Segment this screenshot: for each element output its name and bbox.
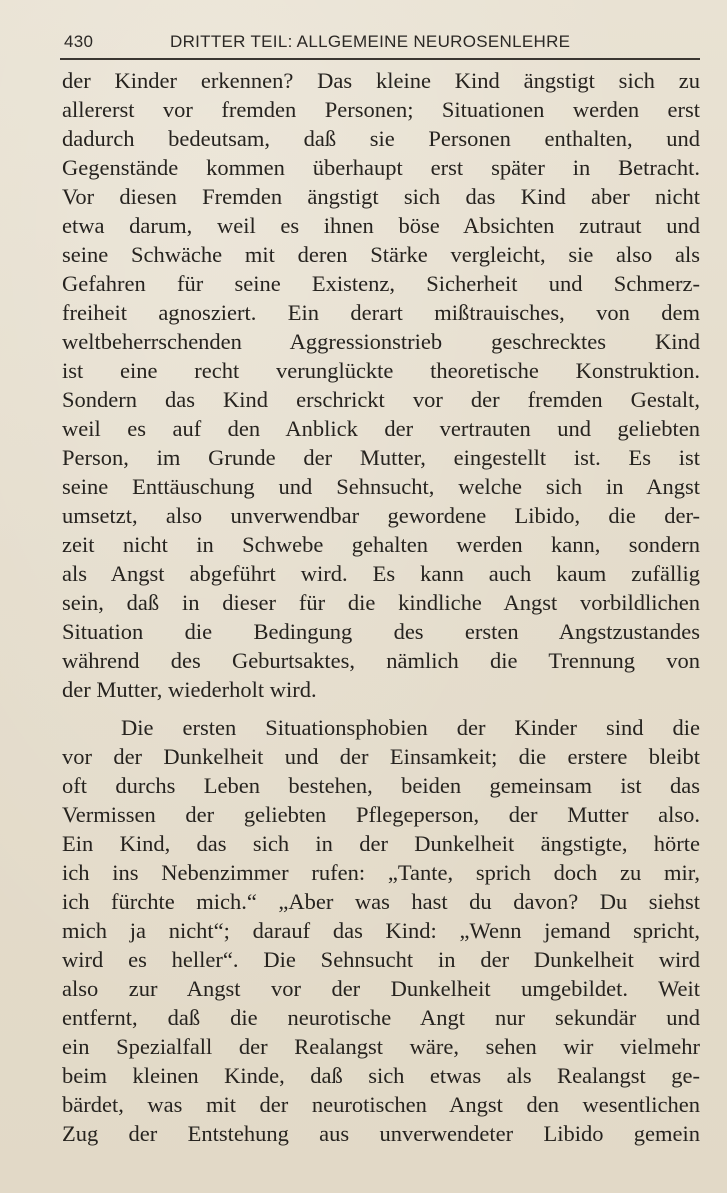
paragraph-first-line: Die ersten Situationsphobien der Kinder sind die	[121, 715, 700, 740]
text-line: ein Spezialfall der Realangst wäre, sehen wir vielmehr	[62, 1034, 700, 1059]
text-line: bärdet, was mit der neurotischen Angst den wesentlichen	[62, 1092, 700, 1117]
text-line: Gefahren für seine Existenz, Sicherheit und Schmerz-	[62, 271, 700, 296]
text-line: als Angst abgeführt wird. Es kann auch kaum zufällig	[62, 561, 700, 586]
text-line: ich fürchte mich.“ „Aber was hast du davon? Du siehst	[62, 889, 700, 914]
text-line: während des Geburtsaktes, nämlich die Trennung von	[62, 648, 700, 673]
text-line: sein, daß in dieser für die kindliche Angst vorbildlichen	[62, 590, 700, 615]
text-line: Zug der Entstehung aus unverwendeter Libido gemein	[62, 1121, 700, 1146]
text-line: ich ins Nebenzimmer rufen: „Tante, sprich doch zu mir,	[62, 860, 700, 885]
header-rule	[60, 58, 700, 60]
running-head: DRITTER TEIL: ALLGEMEINE NEUROSENLEHRE	[170, 32, 571, 51]
text-line: vor der Dunkelheit und der Einsamkeit; die erstere bleibt	[62, 744, 700, 769]
text-line: weltbeherrschenden Aggressionstrieb geschrecktes Kind	[62, 329, 700, 354]
text-line: umsetzt, also unverwendbar gewordene Libido, die der-	[62, 503, 700, 528]
text-line: etwa darum, weil es ihnen böse Absichten zutraut und	[62, 213, 700, 238]
text-line: zeit nicht in Schwebe gehalten werden kann, sondern	[62, 532, 700, 557]
text-line: Vermissen der geliebten Pflegeperson, der Mutter also.	[62, 802, 700, 827]
text-line: Situation die Bedingung des ersten Angstzustandes	[62, 619, 700, 644]
text-line: Vor diesen Fremden ängstigt sich das Kind aber nicht	[62, 184, 700, 209]
text-line: freiheit agnosziert. Ein derart mißtrauisches, von dem	[62, 300, 700, 325]
text-line: Gegenstände kommen überhaupt erst später in Betracht.	[62, 155, 700, 180]
text-line: Person, im Grunde der Mutter, eingestellt ist. Es ist	[62, 445, 700, 470]
text-line: der Mutter, wiederholt wird.	[62, 677, 317, 702]
text-line: dadurch bedeutsam, daß sie Personen enthalten, und	[62, 126, 700, 151]
text-line: Ein Kind, das sich in der Dunkelheit ängstigte, hörte	[62, 831, 700, 856]
text-line: beim kleinen Kinde, daß sich etwas als Realangst ge-	[62, 1063, 700, 1088]
text-line: allererst vor fremden Personen; Situationen werden erst	[62, 97, 700, 122]
text-line: weil es auf den Anblick der vertrauten und geliebten	[62, 416, 700, 441]
text-line: seine Schwäche mit deren Stärke vergleicht, sie also als	[62, 242, 700, 267]
text-line: Sondern das Kind erschrickt vor der fremden Gestalt,	[62, 387, 700, 412]
text-line: also zur Angst vor der Dunkelheit umgebildet. Weit	[62, 976, 700, 1001]
text-line: entfernt, daß die neurotische Angt nur sekundär und	[62, 1005, 700, 1030]
text-line: der Kinder erkennen? Das kleine Kind ängstigt sich zu	[62, 68, 700, 93]
page-header	[64, 30, 700, 56]
text-line: seine Enttäuschung und Sehnsucht, welche sich in Angst	[62, 474, 700, 499]
text-line: wird es heller“. Die Sehnsucht in der Dunkelheit wird	[62, 947, 700, 972]
text-line: mich ja nicht“; darauf das Kind: „Wenn jemand spricht,	[62, 918, 700, 943]
text-line: oft durchs Leben bestehen, beiden gemeinsam ist das	[62, 773, 700, 798]
page-number: 430	[64, 32, 94, 51]
text-line: ist eine recht verunglückte theoretische Konstruktion.	[62, 358, 700, 383]
